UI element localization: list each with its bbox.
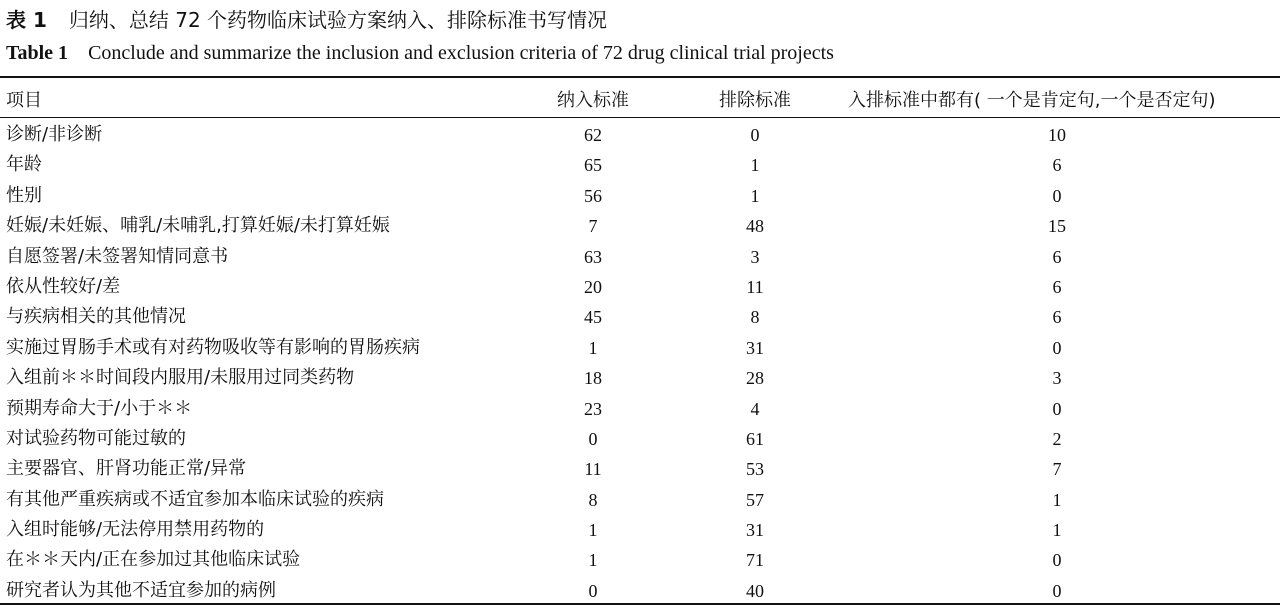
cell-inclusion: 45 [584,307,602,328]
cell-both: 6 [1052,307,1062,328]
cell-both: 0 [1052,185,1062,206]
table-row [0,394,1280,424]
table-row [0,424,1280,454]
cell-item: 实施过胃肠手术或有对药物吸收等有影响的胃肠疾病 [6,336,420,358]
cell-inclusion: 1 [588,550,598,571]
cell-both: 1 [1052,489,1062,510]
table-caption-english [6,42,834,65]
cell-both: 0 [1052,337,1062,358]
cell-exclusion: 4 [750,398,760,419]
table-row [0,150,1280,180]
cell-both: 6 [1052,276,1062,297]
cell-exclusion: 31 [746,337,764,358]
cell-exclusion: 0 [750,125,760,145]
table-row [0,302,1280,332]
cell-item: 与疾病相关的其他情况 [6,306,186,328]
cell-both: 15 [1048,216,1066,237]
cell-exclusion: 40 [746,580,764,601]
cell-item: 自愿签署/未签署知情同意书 [6,245,229,267]
cell-exclusion: 48 [746,216,764,237]
table-row [0,120,1280,150]
cell-item: 性别 [6,184,42,206]
cell-both: 0 [1052,580,1062,601]
table-row [0,545,1280,575]
cell-item: 妊娠/未妊娠、哺乳/未哺乳,打算妊娠/未打算妊娠 [6,215,390,237]
table-header-row [0,86,1280,114]
cell-exclusion: 53 [746,459,764,480]
header-exclusion: 排除标准 [719,90,791,111]
cell-exclusion: 1 [750,185,760,206]
cell-item: 对试验药物可能过敏的 [6,427,186,449]
cell-exclusion: 8 [750,307,760,328]
table-row [0,242,1280,272]
cell-item: 入组时能够/无法停用禁用药物的 [6,519,265,541]
cell-both: 10 [1048,125,1066,145]
cell-item: 有其他严重疾病或不适宜参加本临床试验的疾病 [6,488,384,510]
cell-both: 6 [1052,246,1062,267]
cell-inclusion: 63 [584,246,602,267]
table-row [0,576,1280,606]
cell-inclusion: 56 [584,185,602,206]
cell-both: 7 [1052,459,1062,480]
cell-both: 1 [1052,520,1062,541]
table-title-chinese: 归纳、总结 72 个药物临床试验方案纳入、排除标准书写情况 [68,8,608,32]
table-row [0,333,1280,363]
cell-inclusion: 1 [588,337,598,358]
cell-item: 年龄 [6,154,42,176]
cell-inclusion: 8 [588,489,598,510]
cell-exclusion: 3 [750,246,760,267]
cell-item: 预期寿命大于/小于＊＊ [6,397,193,419]
cell-exclusion: 57 [746,489,764,510]
header-item: 项目 [6,90,42,111]
table-row [0,485,1280,515]
cell-inclusion: 7 [588,216,598,237]
table-row [0,211,1280,241]
cell-item: 依从性较好/差 [6,275,121,297]
table-top-rule [0,76,1280,78]
cell-both: 0 [1052,550,1062,571]
cell-inclusion: 18 [584,368,602,389]
table-row [0,454,1280,484]
table-header-rule [0,117,1280,118]
cell-item: 诊断/非诊断 [6,124,103,145]
cell-item: 在＊＊天内/正在参加过其他临床试验 [6,549,301,571]
header-inclusion: 纳入标准 [557,90,629,111]
table-row [0,515,1280,545]
cell-inclusion: 1 [588,520,598,541]
table-body [0,120,1280,606]
cell-exclusion: 28 [746,368,764,389]
cell-exclusion: 71 [746,550,764,571]
cell-inclusion: 11 [584,459,602,480]
table-title-english: Conclude and summarize the inclusion and exclusion criteria of 72 drug clinical trial projects [88,42,834,64]
table-bottom-rule [0,603,1280,605]
table-caption-chinese [6,4,607,33]
cell-inclusion: 0 [588,580,598,601]
table-label-english: Table 1 [6,42,69,64]
cell-exclusion: 1 [750,155,760,176]
cell-both: 0 [1052,398,1062,419]
table-row [0,181,1280,211]
cell-item: 主要器官、肝肾功能正常/异常 [6,458,247,480]
table-row [0,363,1280,393]
cell-inclusion: 62 [584,125,602,145]
cell-item: 入组前＊＊时间段内服用/未服用过同类药物 [6,367,355,389]
cell-exclusion: 31 [746,520,764,541]
cell-exclusion: 61 [746,428,764,449]
cell-inclusion: 20 [584,276,602,297]
cell-both: 6 [1052,155,1062,176]
table-label-chinese: 表 1 [6,8,47,32]
cell-inclusion: 23 [584,398,602,419]
cell-both: 2 [1052,428,1062,449]
cell-inclusion: 65 [584,155,602,176]
table-row [0,272,1280,302]
cell-inclusion: 0 [588,428,598,449]
cell-exclusion: 11 [746,276,764,297]
cell-item: 研究者认为其他不适宜参加的病例 [6,579,276,601]
cell-both: 3 [1052,368,1062,389]
header-both: 入排标准中都有( 一个是肯定句,一个是否定句) [848,90,1216,111]
